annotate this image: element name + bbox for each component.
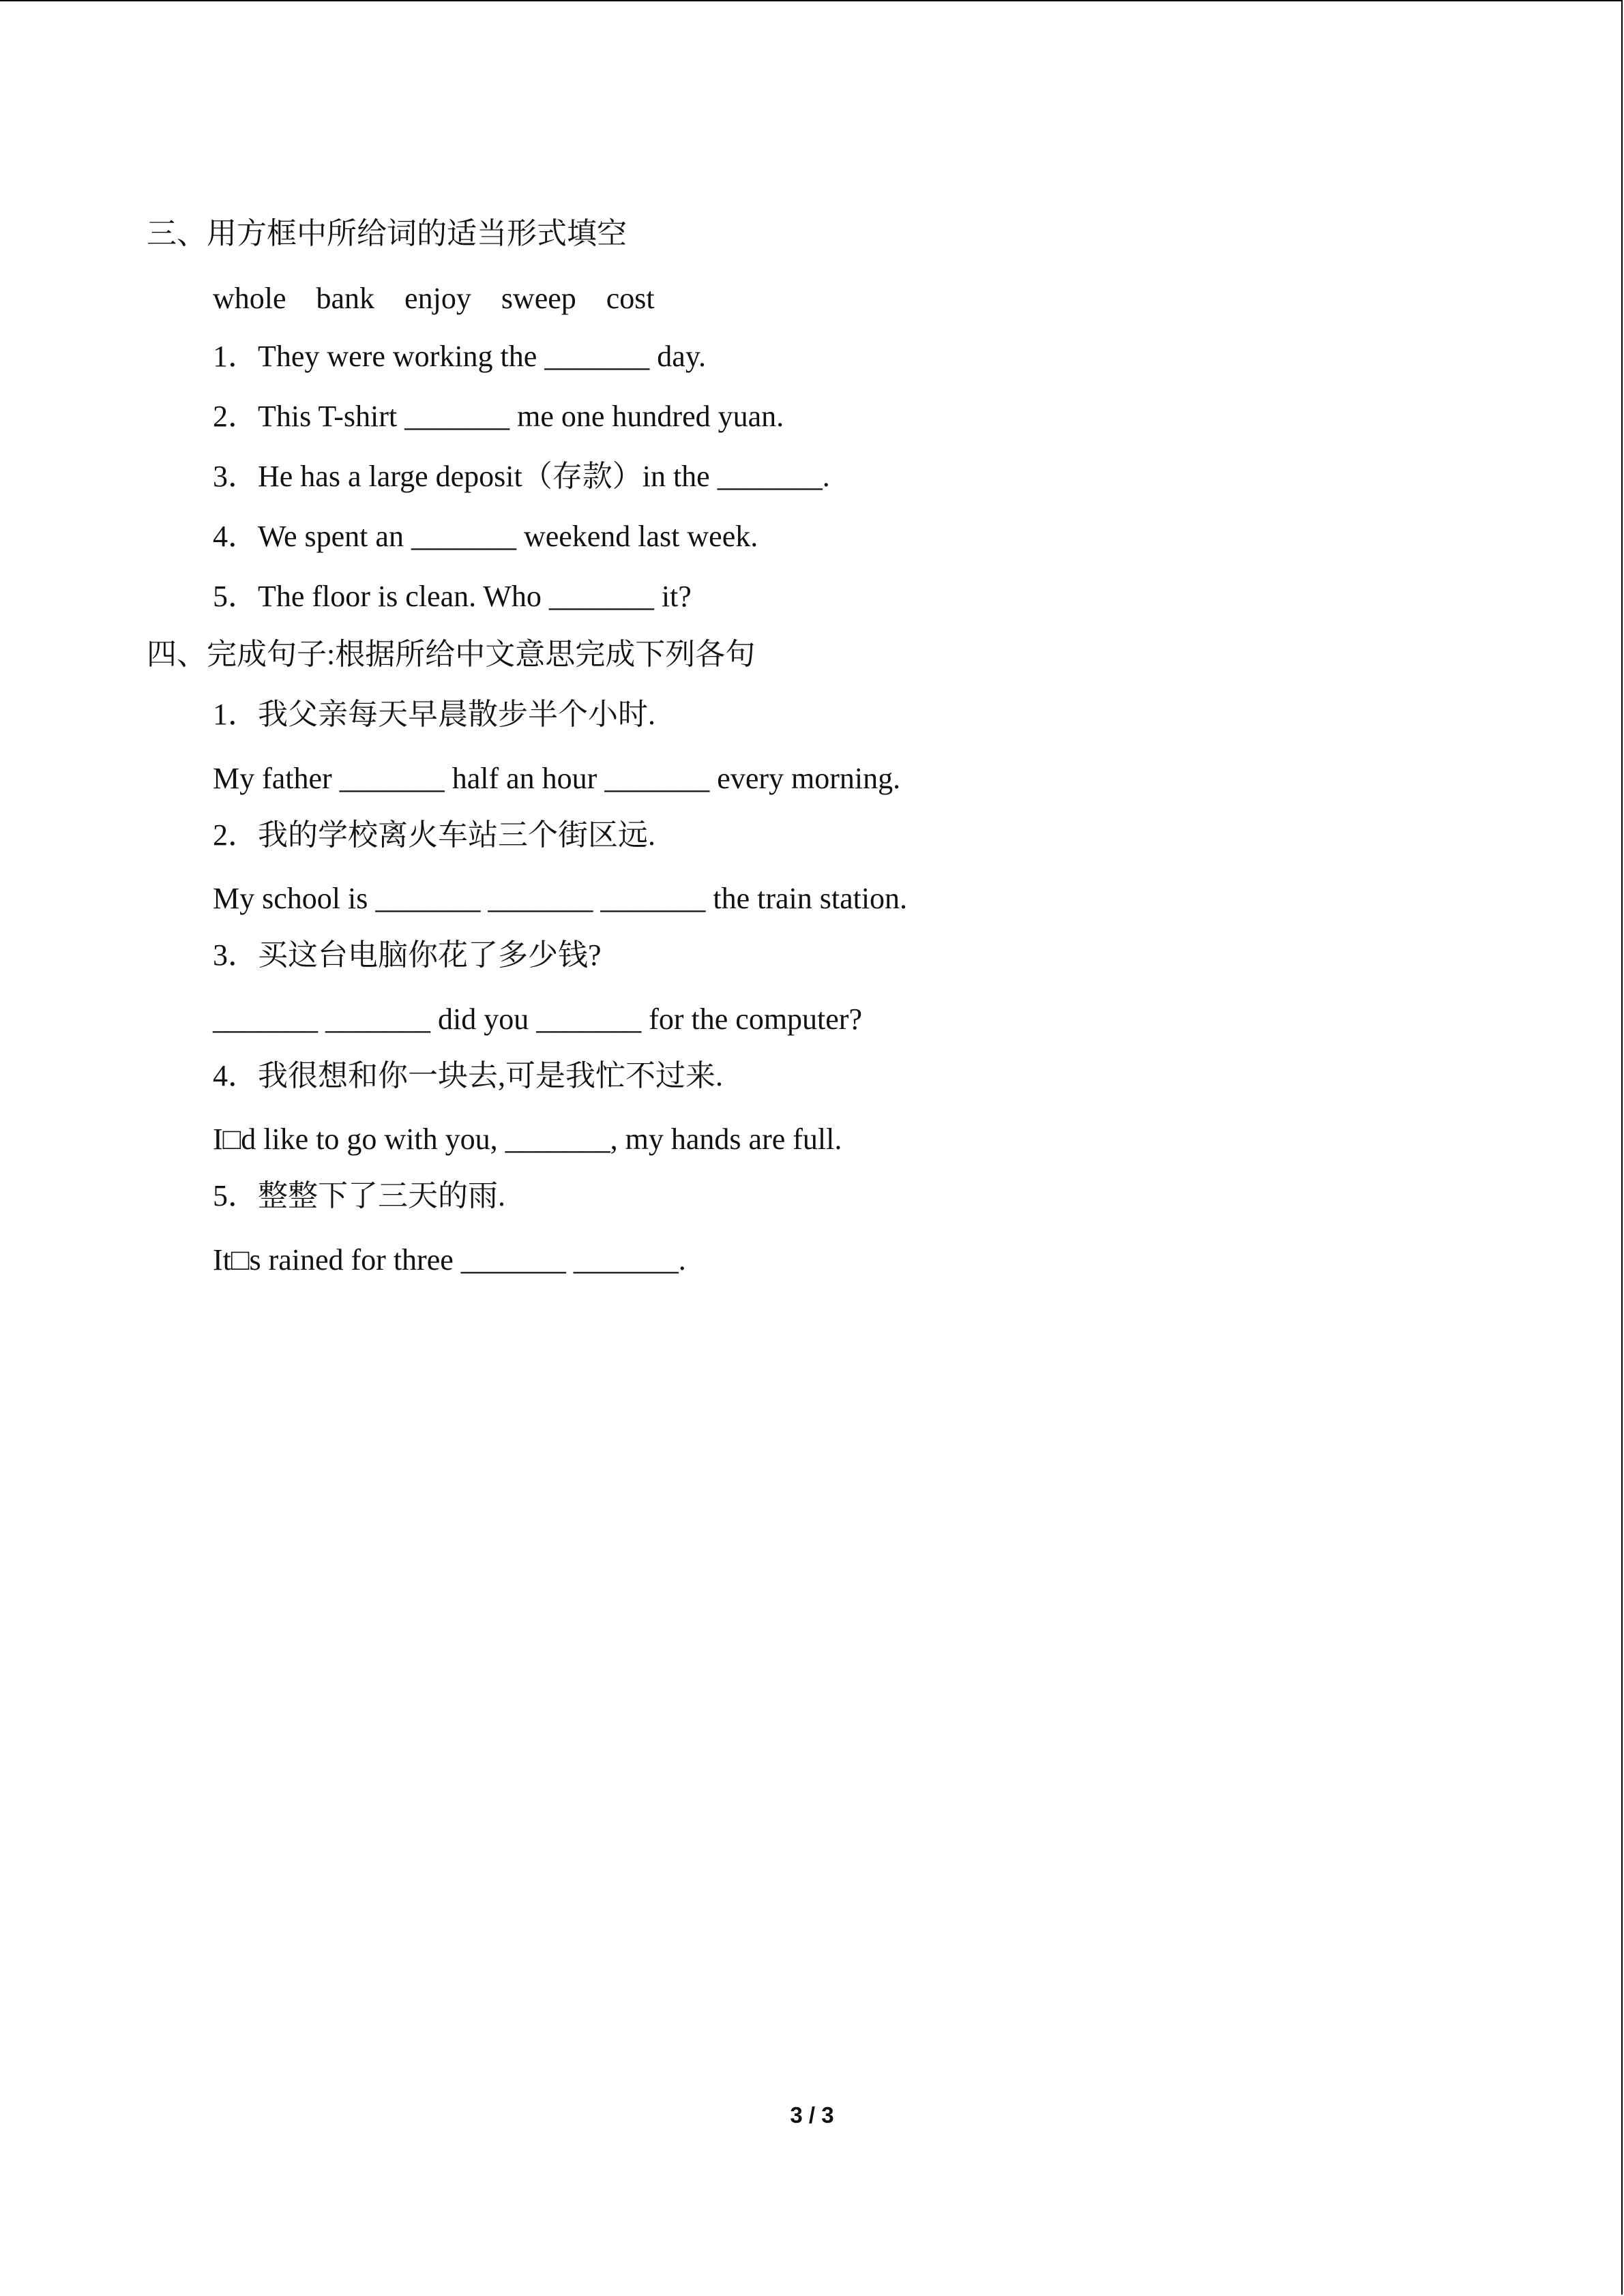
english-sentence: It□s rained for three _______ _______. bbox=[213, 1243, 686, 1277]
chinese-prompt: 1．我父亲每天早晨散步半个小时. bbox=[213, 698, 655, 731]
section-4-heading: 四、完成句子:根据所给中文意思完成下列各句 bbox=[147, 638, 756, 671]
section-3-heading: 三、用方框中所给词的适当形式填空 bbox=[147, 217, 627, 250]
chinese-prompt: 5．整整下了三天的雨. bbox=[213, 1179, 505, 1212]
chinese-prompt: 3．买这台电脑你花了多少钱? bbox=[213, 938, 602, 972]
page-number: 3 / 3 bbox=[790, 2102, 834, 2128]
chinese-prompt: 2．我的学校离火车站三个街区远. bbox=[213, 818, 655, 852]
english-sentence: My school is _______ _______ _______ the train station. bbox=[213, 882, 908, 915]
exercise-item: 1．They were working the _______ day. bbox=[213, 340, 706, 373]
word-box: whole bank enjoy sweep cost bbox=[213, 282, 655, 315]
chinese-prompt: 4．我很想和你一块去,可是我忙不过来. bbox=[213, 1059, 723, 1092]
exercise-item: 3．He has a large deposit（存款）in the _______. bbox=[213, 460, 830, 493]
english-sentence: My father _______ half an hour _______ every morning. bbox=[213, 762, 901, 795]
exercise-item: 4．We spent an _______ weekend last week. bbox=[213, 520, 758, 553]
exercise-item: 5．The floor is clean. Who _______ it? bbox=[213, 580, 692, 613]
english-sentence: _______ _______ did you _______ for the computer? bbox=[213, 1002, 862, 1036]
exercise-item: 2．This T-shirt _______ me one hundred yuan. bbox=[213, 400, 784, 433]
english-sentence: I□d like to go with you, _______, my hands are full. bbox=[213, 1122, 842, 1156]
